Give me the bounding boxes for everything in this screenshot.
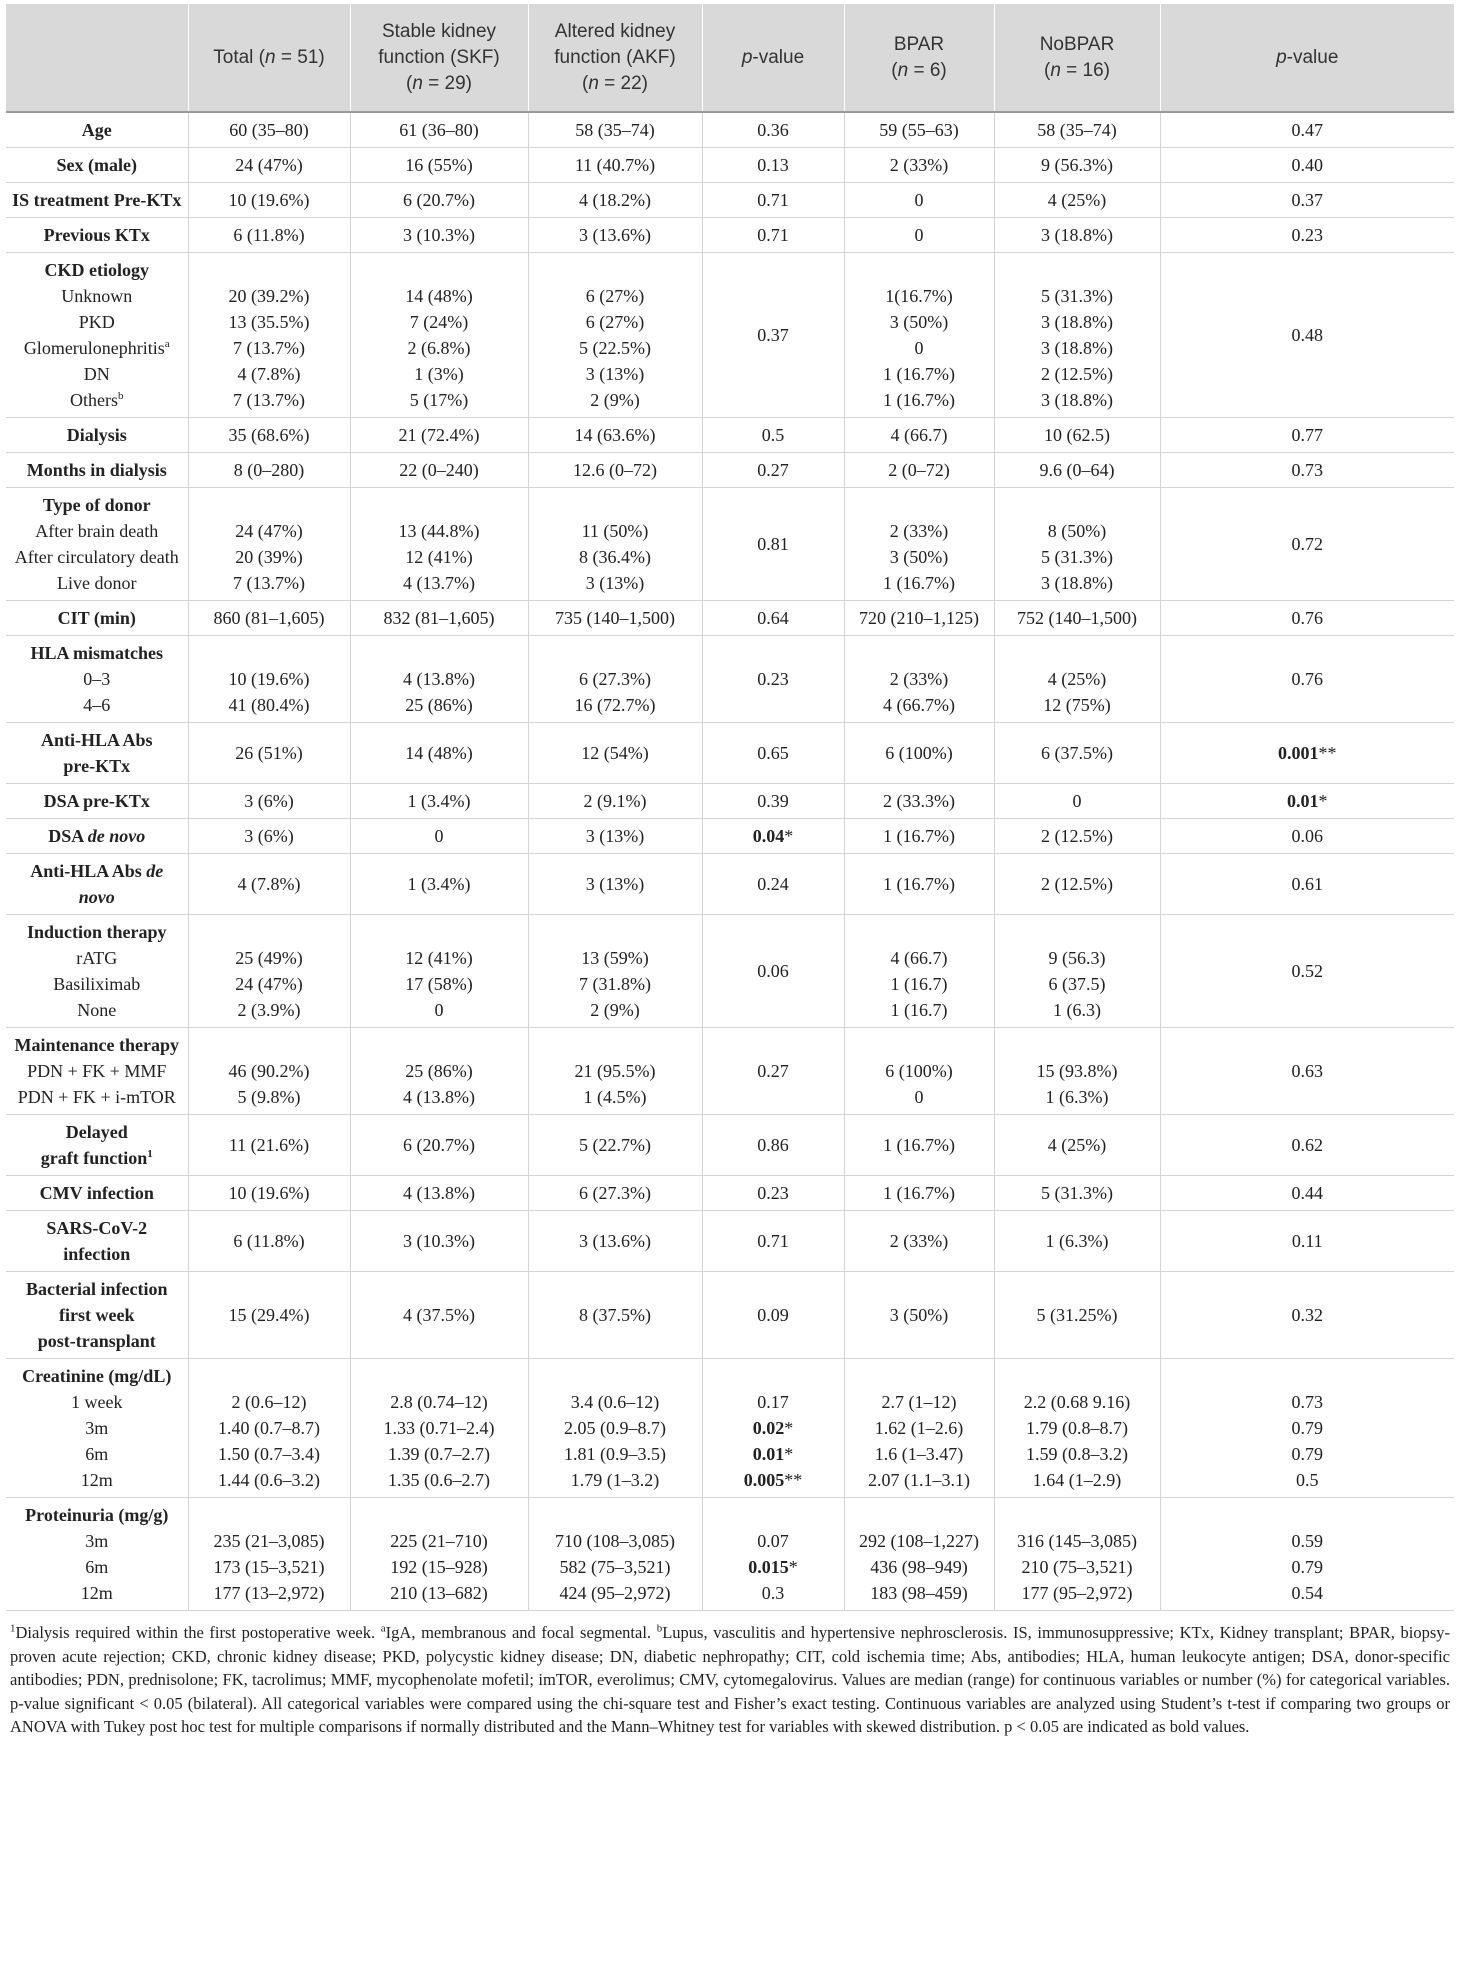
table-cell: 10 (19.6%) [188, 1176, 350, 1211]
row-label: DSA pre-KTx [6, 784, 188, 819]
table-cell: 0.71 [702, 1211, 844, 1272]
table-cell: 14 (48%) 7 (24%) 2 (6.8%) 1 (3%) 5 (17%) [350, 253, 528, 418]
column-header: NoBPAR (n = 16) [994, 4, 1160, 112]
table-cell: 0.47 [1160, 112, 1454, 148]
row-label: Maintenance therapy PDN + FK + MMF PDN + FK + i-mTOR [6, 1028, 188, 1115]
table-cell: 2 (12.5%) [994, 854, 1160, 915]
table-cell: 0.17 0.02* 0.01* 0.005** [702, 1359, 844, 1498]
table-container [6, 4, 1454, 1739]
table-cell: 0.44 [1160, 1176, 1454, 1211]
table-row [6, 1115, 1454, 1176]
table-cell: 10 (19.6%) [188, 183, 350, 218]
row-label: Creatinine (mg/dL) 1 week 3m 6m 12m [6, 1359, 188, 1498]
table-cell: 0.36 [702, 112, 844, 148]
row-label: Anti-HLA Abs pre-KTx [6, 723, 188, 784]
table-cell: 0.71 [702, 218, 844, 253]
table-cell: 316 (145–3,085) 210 (75–3,521) 177 (95–2,972) [994, 1498, 1160, 1611]
table-cell: 0.04* [702, 819, 844, 854]
table-cell: 3 (18.8%) [994, 218, 1160, 253]
table-row [6, 218, 1454, 253]
table-cell: 6 (20.7%) [350, 1115, 528, 1176]
row-label: HLA mismatches 0–3 4–6 [6, 636, 188, 723]
table-row [6, 601, 1454, 636]
header-row [6, 4, 1454, 112]
table-cell: 0.27 [702, 453, 844, 488]
table-cell: 0.23 [702, 636, 844, 723]
table-cell: 2.2 (0.68 9.16) 1.79 (0.8–8.7) 1.59 (0.8–3.2) 1.64 (1–2.9) [994, 1359, 1160, 1498]
table-row [6, 1272, 1454, 1359]
table-cell: 6 (27.3%) 16 (72.7%) [528, 636, 702, 723]
table-cell: 0.71 [702, 183, 844, 218]
table-cell: 9.6 (0–64) [994, 453, 1160, 488]
column-header: BPAR (n = 6) [844, 4, 994, 112]
table-cell: 0.86 [702, 1115, 844, 1176]
table-cell: 6 (27%) 6 (27%) 5 (22.5%) 3 (13%) 2 (9%) [528, 253, 702, 418]
table-cell: 0.63 [1160, 1028, 1454, 1115]
table-cell: 1 (3.4%) [350, 854, 528, 915]
row-label: Type of donor After brain death After circulatory death Live donor [6, 488, 188, 601]
table-cell: 14 (63.6%) [528, 418, 702, 453]
table-cell: 720 (210–1,125) [844, 601, 994, 636]
table-cell: 14 (48%) [350, 723, 528, 784]
table-cell: 4 (13.8%) 25 (86%) [350, 636, 528, 723]
table-cell: 0.27 [702, 1028, 844, 1115]
table-row [6, 148, 1454, 183]
table-cell: 1 (6.3%) [994, 1211, 1160, 1272]
table-cell: 1 (16.7%) [844, 1115, 994, 1176]
row-label: CKD etiology Unknown PKD Glomerulonephritis$^a$ DN Others$^b$ [6, 253, 188, 418]
table-cell: 0.09 [702, 1272, 844, 1359]
row-label: CMV infection [6, 1176, 188, 1211]
table-row [6, 636, 1454, 723]
table-cell: 4 (7.8%) [188, 854, 350, 915]
table-cell: 6 (11.8%) [188, 218, 350, 253]
table-cell: 16 (55%) [350, 148, 528, 183]
table-cell: 2.7 (1–12) 1.62 (1–2.6) 1.6 (1–3.47) 2.07 (1.1–3.1) [844, 1359, 994, 1498]
table-header [6, 4, 1454, 112]
table-cell: 4 (66.7) 1 (16.7) 1 (16.7) [844, 915, 994, 1028]
table-cell: 60 (35–80) [188, 112, 350, 148]
table-cell: 12 (54%) [528, 723, 702, 784]
column-header: Stable kidney function (SKF) (n = 29) [350, 4, 528, 112]
table-row [6, 488, 1454, 601]
table-cell: 3 (50%) [844, 1272, 994, 1359]
table-row [6, 784, 1454, 819]
table-cell: 1 (3.4%) [350, 784, 528, 819]
table-cell: 24 (47%) [188, 148, 350, 183]
table-cell: 59 (55–63) [844, 112, 994, 148]
table-cell: 10 (19.6%) 41 (80.4%) [188, 636, 350, 723]
table-cell: 0.06 [702, 915, 844, 1028]
table-cell: 3 (13%) [528, 819, 702, 854]
column-header: Altered kidney function (AKF) (n = 22) [528, 4, 702, 112]
table-cell: 24 (47%) 20 (39%) 7 (13.7%) [188, 488, 350, 601]
table-cell: 4 (18.2%) [528, 183, 702, 218]
table-cell: 12 (41%) 17 (58%) 0 [350, 915, 528, 1028]
row-label: Proteinuria (mg/g) 3m 6m 12m [6, 1498, 188, 1611]
table-cell: 0.11 [1160, 1211, 1454, 1272]
table-cell: 3 (13%) [528, 854, 702, 915]
table-cell: 3.4 (0.6–12) 2.05 (0.9–8.7) 1.81 (0.9–3.5) 1.79 (1–3.2) [528, 1359, 702, 1498]
table-cell: 752 (140–1,500) [994, 601, 1160, 636]
table-cell: 25 (86%) 4 (13.8%) [350, 1028, 528, 1115]
table-cell: 4 (37.5%) [350, 1272, 528, 1359]
table-cell: 2 (9.1%) [528, 784, 702, 819]
table-row [6, 453, 1454, 488]
table-cell: 6 (100%) 0 [844, 1028, 994, 1115]
row-label: DSA de novo [6, 819, 188, 854]
table-cell: 0.73 [1160, 453, 1454, 488]
table-cell: 13 (44.8%) 12 (41%) 4 (13.7%) [350, 488, 528, 601]
row-label: Previous KTx [6, 218, 188, 253]
table-cell: 5 (31.25%) [994, 1272, 1160, 1359]
table-cell: 6 (100%) [844, 723, 994, 784]
table-row [6, 723, 1454, 784]
row-label: Age [6, 112, 188, 148]
table-cell: 20 (39.2%) 13 (35.5%) 7 (13.7%) 4 (7.8%) 7 (13.7%) [188, 253, 350, 418]
table-footnote: $^1$Dialysis required within the first postoperative week. $^a$IgA, membranous and focal segmental. $^b$Lupus, vasculitis and hypertensive nephrosclerosis. IS, immunosuppressive; KTx, Kidney transplant; BPAR, biopsy-proven acute rejection; CKD, chronic kidney disease; PKD, polycystic kidney disease; DN, diabetic nephropathy; CIT, cold ischemia time; Abs, antibodies; HLA, human leukocyte antigen; DSA, donor-specific antibodies; PDN, prednisolone; FK, tacrolimus; MMF, mycophenolate mofetil; imTOR, everolimus; CMV, cytomegalovirus. Values are median (range) for continuous variables or number (%) for categorical variables. p-value significant < 0.05 (bilateral). All categorical variables were compared using the chi-square test and Fisher’s exact testing. Continuous variables are analyzed using Student’s t-test if comparing two groups or ANOVA with Tukey post hoc test for multiple comparisons if normally distributed and the Mann–Whitney test for variables with skewed distribution. p < 0.05 are indicated as bold values. [10, 1622, 1450, 1736]
table-row [6, 183, 1454, 218]
row-label: Induction therapy rATG Basiliximab None [6, 915, 188, 1028]
table-cell: 0.32 [1160, 1272, 1454, 1359]
table-cell: 11 (40.7%) [528, 148, 702, 183]
table-cell: 2 (0–72) [844, 453, 994, 488]
table-cell: 61 (36–80) [350, 112, 528, 148]
table-cell: 4 (25%) 12 (75%) [994, 636, 1160, 723]
table-body [6, 112, 1454, 1611]
table-row [6, 1498, 1454, 1611]
table-cell: 9 (56.3) 6 (37.5) 1 (6.3) [994, 915, 1160, 1028]
table-cell: 0.39 [702, 784, 844, 819]
table-cell: 0.76 [1160, 601, 1454, 636]
table-cell: 58 (35–74) [528, 112, 702, 148]
table-cell: 13 (59%) 7 (31.8%) 2 (9%) [528, 915, 702, 1028]
table-cell: 0 [350, 819, 528, 854]
table-cell: 0.73 0.79 0.79 0.5 [1160, 1359, 1454, 1498]
row-label: Bacterial infection first week post-transplant [6, 1272, 188, 1359]
table-row [6, 1211, 1454, 1272]
table-cell: 46 (90.2%) 5 (9.8%) [188, 1028, 350, 1115]
table-cell: 2 (0.6–12) 1.40 (0.7–8.7) 1.50 (0.7–3.4) 1.44 (0.6–3.2) [188, 1359, 350, 1498]
table-cell: 710 (108–3,085) 582 (75–3,521) 424 (95–2,972) [528, 1498, 702, 1611]
header-blank [6, 4, 188, 112]
table-cell: 1(16.7%) 3 (50%) 0 1 (16.7%) 1 (16.7%) [844, 253, 994, 418]
table-cell: 2 (12.5%) [994, 819, 1160, 854]
table-cell: 860 (81–1,605) [188, 601, 350, 636]
column-header: Total (n = 51) [188, 4, 350, 112]
table-cell: 3 (6%) [188, 819, 350, 854]
table-row [6, 915, 1454, 1028]
table-cell: 2 (33%) [844, 1211, 994, 1272]
table-cell: 0.07 0.015* 0.3 [702, 1498, 844, 1611]
row-label: SARS-CoV-2 infection [6, 1211, 188, 1272]
table-cell: 0.62 [1160, 1115, 1454, 1176]
table-cell: 0.81 [702, 488, 844, 601]
table-cell: 2.8 (0.74–12) 1.33 (0.71–2.4) 1.39 (0.7–2.7) 1.35 (0.6–2.7) [350, 1359, 528, 1498]
table-cell: 1 (16.7%) [844, 819, 994, 854]
table-cell: 0.37 [1160, 183, 1454, 218]
table-cell: 4 (66.7) [844, 418, 994, 453]
table-cell: 11 (50%) 8 (36.4%) 3 (13%) [528, 488, 702, 601]
table-cell: 225 (21–710) 192 (15–928) 210 (13–682) [350, 1498, 528, 1611]
table-cell: 2 (33%) [844, 148, 994, 183]
table-row [6, 819, 1454, 854]
table-cell: 0 [994, 784, 1160, 819]
table-cell: 0.37 [702, 253, 844, 418]
table-cell: 9 (56.3%) [994, 148, 1160, 183]
table-cell: 3 (13.6%) [528, 1211, 702, 1272]
table-row [6, 854, 1454, 915]
table-cell: 3 (10.3%) [350, 1211, 528, 1272]
table-row [6, 1359, 1454, 1498]
row-label: Sex (male) [6, 148, 188, 183]
table-cell: 0.5 [702, 418, 844, 453]
table-cell: 0.24 [702, 854, 844, 915]
column-header: p-value [1160, 4, 1454, 112]
table-cell: 6 (27.3%) [528, 1176, 702, 1211]
table-row [6, 253, 1454, 418]
table-cell: 35 (68.6%) [188, 418, 350, 453]
table-cell: 0.001** [1160, 723, 1454, 784]
table-cell: 21 (72.4%) [350, 418, 528, 453]
table-cell: 5 (22.7%) [528, 1115, 702, 1176]
table-cell: 11 (21.6%) [188, 1115, 350, 1176]
table-cell: 2 (33%) 4 (66.7%) [844, 636, 994, 723]
table-cell: 0 [844, 183, 994, 218]
table-cell: 4 (25%) [994, 183, 1160, 218]
table-cell: 235 (21–3,085) 173 (15–3,521) 177 (13–2,972) [188, 1498, 350, 1611]
table-cell: 58 (35–74) [994, 112, 1160, 148]
table-cell: 0.23 [1160, 218, 1454, 253]
column-header: p-value [702, 4, 844, 112]
table-cell: 292 (108–1,227) 436 (98–949) 183 (98–459) [844, 1498, 994, 1611]
table-cell: 735 (140–1,500) [528, 601, 702, 636]
table-row [6, 1028, 1454, 1115]
table-cell: 6 (11.8%) [188, 1211, 350, 1272]
table-cell: 0.23 [702, 1176, 844, 1211]
table-cell: 5 (31.3%) 3 (18.8%) 3 (18.8%) 2 (12.5%) 3 (18.8%) [994, 253, 1160, 418]
table-row [6, 418, 1454, 453]
table-cell: 26 (51%) [188, 723, 350, 784]
table-cell: 0.65 [702, 723, 844, 784]
table-cell: 8 (0–280) [188, 453, 350, 488]
table-cell: 5 (31.3%) [994, 1176, 1160, 1211]
row-label: Delayed graft function$^1$ [6, 1115, 188, 1176]
table-cell: 2 (33.3%) [844, 784, 994, 819]
table-cell: 0.61 [1160, 854, 1454, 915]
table-cell: 0.77 [1160, 418, 1454, 453]
table-cell: 0.06 [1160, 819, 1454, 854]
table-cell: 0 [844, 218, 994, 253]
table-cell: 3 (13.6%) [528, 218, 702, 253]
clinical-characteristics-table [6, 4, 1454, 1611]
table-cell: 4 (13.8%) [350, 1176, 528, 1211]
table-cell: 8 (37.5%) [528, 1272, 702, 1359]
table-cell: 3 (6%) [188, 784, 350, 819]
table-cell: 15 (93.8%) 1 (6.3%) [994, 1028, 1160, 1115]
row-label: Months in dialysis [6, 453, 188, 488]
table-cell: 1 (16.7%) [844, 1176, 994, 1211]
table-cell: 0.59 0.79 0.54 [1160, 1498, 1454, 1611]
table-cell: 1 (16.7%) [844, 854, 994, 915]
table-cell: 832 (81–1,605) [350, 601, 528, 636]
table-cell: 0.48 [1160, 253, 1454, 418]
table-cell: 0.64 [702, 601, 844, 636]
table-cell: 8 (50%) 5 (31.3%) 3 (18.8%) [994, 488, 1160, 601]
table-cell: 0.76 [1160, 636, 1454, 723]
table-cell: 0.52 [1160, 915, 1454, 1028]
table-cell: 6 (37.5%) [994, 723, 1160, 784]
row-label: Dialysis [6, 418, 188, 453]
table-cell: 0.72 [1160, 488, 1454, 601]
row-label: Anti-HLA Abs de novo [6, 854, 188, 915]
table-cell: 15 (29.4%) [188, 1272, 350, 1359]
table-cell: 4 (25%) [994, 1115, 1160, 1176]
table-cell: 2 (33%) 3 (50%) 1 (16.7%) [844, 488, 994, 601]
table-cell: 3 (10.3%) [350, 218, 528, 253]
table-row [6, 112, 1454, 148]
table-cell: 0.40 [1160, 148, 1454, 183]
table-cell: 21 (95.5%) 1 (4.5%) [528, 1028, 702, 1115]
table-cell: 22 (0–240) [350, 453, 528, 488]
row-label: IS treatment Pre-KTx [6, 183, 188, 218]
table-cell: 0.13 [702, 148, 844, 183]
row-label: CIT (min) [6, 601, 188, 636]
table-cell: 25 (49%) 24 (47%) 2 (3.9%) [188, 915, 350, 1028]
table-row [6, 1176, 1454, 1211]
table-cell: 10 (62.5) [994, 418, 1160, 453]
table-cell: 12.6 (0–72) [528, 453, 702, 488]
table-cell: 0.01* [1160, 784, 1454, 819]
table-cell: 6 (20.7%) [350, 183, 528, 218]
